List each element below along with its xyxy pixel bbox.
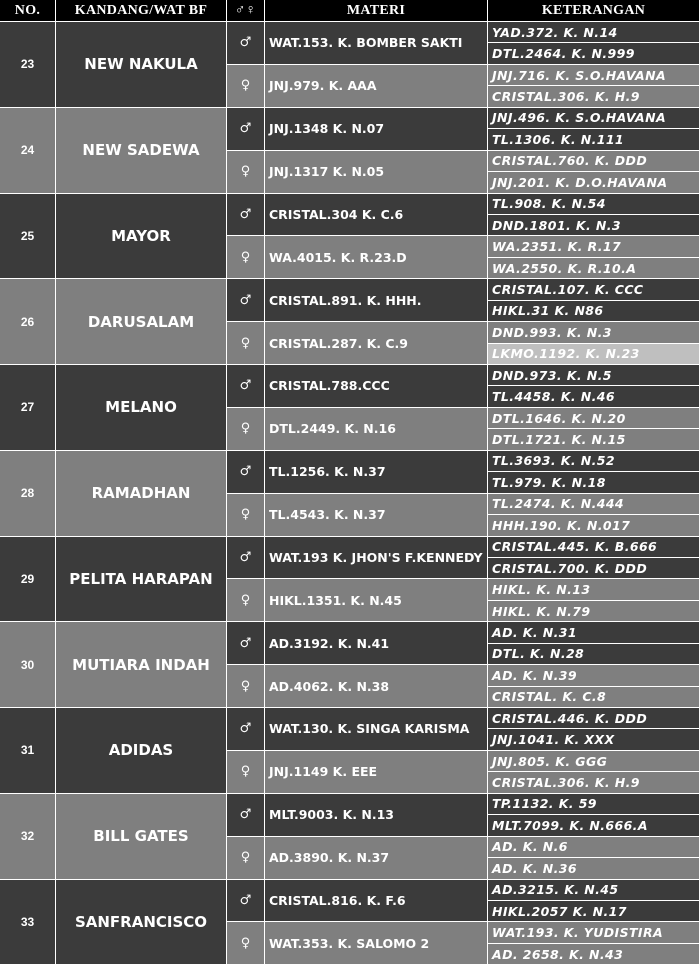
- kandang-name: ADIDAS: [56, 708, 227, 794]
- row-number: 26: [0, 279, 56, 365]
- materi-male: CRISTAL.788.CCC: [265, 365, 488, 408]
- materi-female: JNJ.1317 K. N.05: [265, 151, 488, 194]
- keterangan-female-sire: JNJ.805. K. GGG: [488, 751, 700, 772]
- header-keterangan: KETERANGAN: [488, 0, 700, 22]
- keterangan-female-sire: JNJ.716. K. S.O.HAVANA: [488, 65, 700, 86]
- keterangan-male-sire: JNJ.496. K. S.O.HAVANA: [488, 108, 700, 129]
- female-icon: ♀: [227, 65, 265, 108]
- male-icon: ♂: [227, 708, 265, 751]
- materi-male: TL.1256. K. N.37: [265, 451, 488, 494]
- header-sex: ♂♀: [227, 0, 265, 22]
- male-icon: ♂: [227, 365, 265, 408]
- keterangan-male-sire: CRISTAL.107. K. CCC: [488, 279, 700, 300]
- materi-male: WAT.153. K. BOMBER SAKTI: [265, 22, 488, 65]
- male-icon: ♂: [227, 451, 265, 494]
- kandang-name: SANFRANCISCO: [56, 880, 227, 966]
- female-icon: ♀: [227, 837, 265, 880]
- keterangan-female-dam: HIKL. K. N.79: [488, 601, 700, 622]
- row-number: 25: [0, 194, 56, 280]
- row-number: 30: [0, 622, 56, 708]
- keterangan-female-sire: WAT.193. K. YUDISTIRA: [488, 922, 700, 943]
- keterangan-male-dam: MLT.7099. K. N.666.A: [488, 815, 700, 836]
- header-materi: MATERI: [265, 0, 488, 22]
- keterangan-male-sire: CRISTAL.446. K. DDD: [488, 708, 700, 729]
- row-number: 23: [0, 22, 56, 108]
- keterangan-female-dam: HHH.190. K. N.017: [488, 515, 700, 536]
- keterangan-male-sire: DND.973. K. N.5: [488, 365, 700, 386]
- row-number: 28: [0, 451, 56, 537]
- keterangan-female-sire: DND.993. K. N.3: [488, 322, 700, 343]
- keterangan-male-sire: AD.3215. K. N.45: [488, 880, 700, 901]
- keterangan-female-dam: JNJ.201. K. D.O.HAVANA: [488, 172, 700, 193]
- keterangan-female-dam: CRISTAL. K. C.8: [488, 687, 700, 708]
- male-icon: ♂: [227, 22, 265, 65]
- row-number: 32: [0, 794, 56, 880]
- keterangan-female-dam: AD. K. N.36: [488, 858, 700, 879]
- keterangan-male-dam: CRISTAL.700. K. DDD: [488, 558, 700, 579]
- materi-male: JNJ.1348 K. N.07: [265, 108, 488, 151]
- female-icon: ♀: [227, 236, 265, 279]
- materi-male: WAT.130. K. SINGA KARISMA: [265, 708, 488, 751]
- keterangan-female-sire: AD. K. N.39: [488, 665, 700, 686]
- female-icon: ♀: [227, 408, 265, 451]
- header-kandang: KANDANG/WAT BF: [56, 0, 227, 22]
- kandang-name: MELANO: [56, 365, 227, 451]
- keterangan-female-dam: LKMO.1192. K. N.23: [488, 344, 700, 365]
- keterangan-female-sire: DTL.1646. K. N.20: [488, 408, 700, 429]
- materi-female: WA.4015. K. R.23.D: [265, 236, 488, 279]
- female-icon: ♀: [227, 151, 265, 194]
- materi-female: AD.4062. K. N.38: [265, 665, 488, 708]
- keterangan-male-dam: JNJ.1041. K. XXX: [488, 729, 700, 750]
- materi-female: HIKL.1351. K. N.45: [265, 579, 488, 622]
- materi-male: CRISTAL.891. K. HHH.: [265, 279, 488, 322]
- materi-female: TL.4543. K. N.37: [265, 494, 488, 537]
- female-icon: ♀: [227, 665, 265, 708]
- male-icon: ♂: [227, 537, 265, 580]
- materi-female: CRISTAL.287. K. C.9: [265, 322, 488, 365]
- kandang-name: MUTIARA INDAH: [56, 622, 227, 708]
- keterangan-male-sire: AD. K. N.31: [488, 622, 700, 643]
- keterangan-male-sire: CRISTAL.445. K. B.666: [488, 537, 700, 558]
- keterangan-male-dam: TL.4458. K. N.46: [488, 386, 700, 407]
- female-icon: ♀: [227, 579, 265, 622]
- kandang-name: BILL GATES: [56, 794, 227, 880]
- keterangan-female-dam: AD. 2658. K. N.43: [488, 944, 700, 965]
- male-icon: ♂: [227, 194, 265, 237]
- keterangan-male-dam: TL.979. K. N.18: [488, 472, 700, 493]
- female-icon: ♀: [227, 494, 265, 537]
- keterangan-female-sire: HIKL. K. N.13: [488, 579, 700, 600]
- kandang-name: RAMADHAN: [56, 451, 227, 537]
- keterangan-male-dam: HIKL.2057 K. N.17: [488, 901, 700, 922]
- kandang-name: NEW NAKULA: [56, 22, 227, 108]
- male-icon: ♂: [227, 108, 265, 151]
- materi-male: CRISTAL.816. K. F.6: [265, 880, 488, 923]
- materi-male: CRISTAL.304 K. C.6: [265, 194, 488, 237]
- keterangan-male-dam: DND.1801. K. N.3: [488, 215, 700, 236]
- keterangan-female-dam: DTL.1721. K. N.15: [488, 429, 700, 450]
- materi-female: WAT.353. K. SALOMO 2: [265, 922, 488, 965]
- materi-male: WAT.193 K. JHON'S F.KENNEDY: [265, 537, 488, 580]
- materi-male: AD.3192. K. N.41: [265, 622, 488, 665]
- materi-female: DTL.2449. K. N.16: [265, 408, 488, 451]
- keterangan-male-dam: DTL. K. N.28: [488, 644, 700, 665]
- kandang-name: DARUSALAM: [56, 279, 227, 365]
- materi-male: MLT.9003. K. N.13: [265, 794, 488, 837]
- materi-female: JNJ.1149 K. EEE: [265, 751, 488, 794]
- kandang-name: PELITA HARAPAN: [56, 537, 227, 623]
- keterangan-male-sire: TL.3693. K. N.52: [488, 451, 700, 472]
- male-icon: ♂: [227, 794, 265, 837]
- keterangan-male-sire: YAD.372. K. N.14: [488, 22, 700, 43]
- female-icon: ♀: [227, 922, 265, 965]
- row-number: 33: [0, 880, 56, 966]
- keterangan-male-sire: TP.1132. K. 59: [488, 794, 700, 815]
- male-icon: ♂: [227, 279, 265, 322]
- row-number: 31: [0, 708, 56, 794]
- row-number: 24: [0, 108, 56, 194]
- keterangan-female-sire: TL.2474. K. N.444: [488, 494, 700, 515]
- materi-female: AD.3890. K. N.37: [265, 837, 488, 880]
- keterangan-female-dam: CRISTAL.306. K. H.9: [488, 772, 700, 793]
- row-number: 27: [0, 365, 56, 451]
- female-icon: ♀: [227, 322, 265, 365]
- keterangan-male-dam: TL.1306. K. N.111: [488, 129, 700, 150]
- header-no: NO.: [0, 0, 56, 22]
- keterangan-female-sire: CRISTAL.760. K. DDD: [488, 151, 700, 172]
- keterangan-female-sire: AD. K. N.6: [488, 837, 700, 858]
- keterangan-male-sire: TL.908. K. N.54: [488, 194, 700, 215]
- keterangan-female-sire: WA.2351. K. R.17: [488, 236, 700, 257]
- keterangan-male-dam: HIKL.31 K. N86: [488, 301, 700, 322]
- female-icon: ♀: [227, 751, 265, 794]
- materi-female: JNJ.979. K. AAA: [265, 65, 488, 108]
- kandang-name: MAYOR: [56, 194, 227, 280]
- male-icon: ♂: [227, 880, 265, 923]
- row-number: 29: [0, 537, 56, 623]
- keterangan-female-dam: WA.2550. K. R.10.A: [488, 258, 700, 279]
- keterangan-female-dam: CRISTAL.306. K. H.9: [488, 86, 700, 107]
- male-icon: ♂: [227, 622, 265, 665]
- keterangan-male-dam: DTL.2464. K. N.999: [488, 43, 700, 64]
- kandang-name: NEW SADEWA: [56, 108, 227, 194]
